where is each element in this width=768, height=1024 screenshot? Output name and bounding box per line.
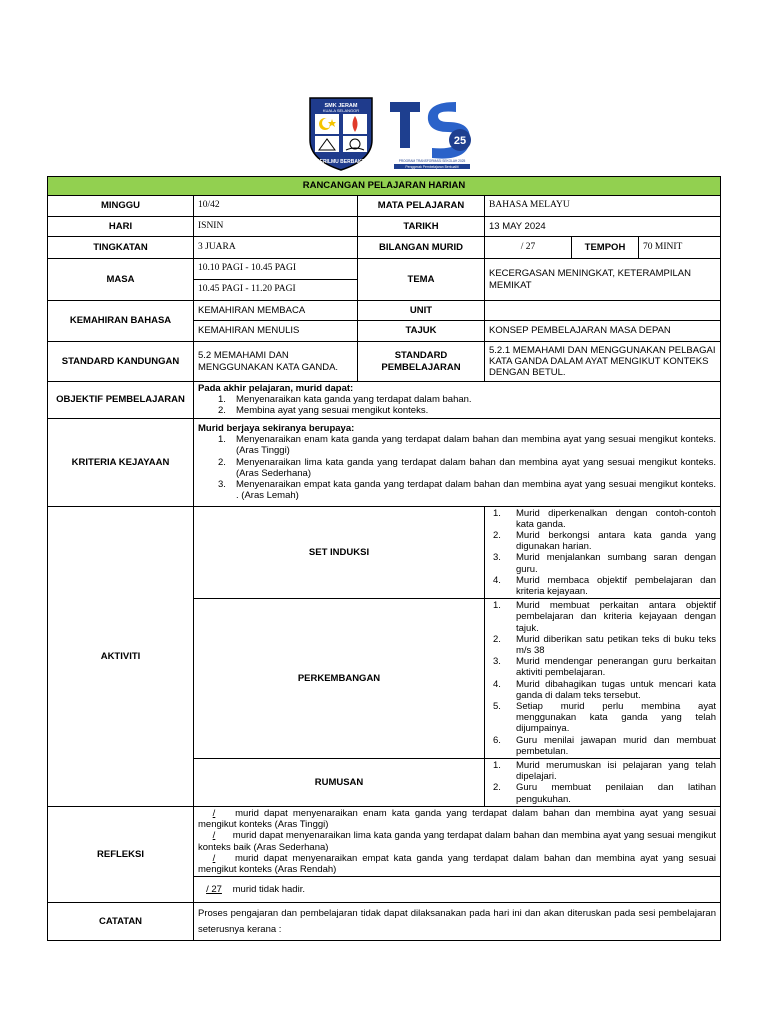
objektif-item <box>218 394 716 406</box>
unit-value <box>485 301 721 321</box>
kemahiran-value-2: KEMAHIRAN MENULIS <box>194 321 358 342</box>
perkembangan-item-number: 5. <box>493 701 501 713</box>
kriteria-intro: Murid berjaya sekiranya berupaya: <box>198 422 355 434</box>
perkembangan-item-text: Murid diberikan satu petikan teks di buku teks m/s 38 <box>516 633 716 657</box>
kriteria-label: KRITERIA KEJAYAAN <box>48 418 194 506</box>
set-induksi-content <box>485 506 721 599</box>
perkembangan-item <box>493 734 716 757</box>
mata-pelajaran-label: MATA PELAJARAN <box>358 196 485 217</box>
logo-bar <box>0 94 768 172</box>
refleksi-line <box>198 853 716 875</box>
tarikh-label: TARIKH <box>358 217 485 237</box>
rumusan-item <box>493 782 716 805</box>
objektif-list <box>198 394 716 416</box>
kriteria-list <box>198 434 716 501</box>
perkembangan-item-text: Setiap murid perlu membina ayat menggunakan kata ganda yang telah dijumpainya. <box>516 701 716 735</box>
objektif-item-number: 2. <box>218 405 226 417</box>
hari-value: ISNIN <box>194 217 358 237</box>
kriteria-item <box>218 478 716 502</box>
objektif-label: OBJEKTIF PEMBELAJARAN <box>48 382 194 419</box>
set-induksi-item-text: Murid membaca objektif pembelajaran dan kriteria kejayaan. <box>516 574 716 598</box>
objektif-intro: Pada akhir pelajaran, murid dapat: <box>198 383 354 394</box>
rumusan-item-number: 2. <box>493 782 501 794</box>
perkembangan-item <box>493 656 716 679</box>
perkembangan-item <box>493 678 716 701</box>
tema-label: TEMA <box>358 259 485 301</box>
kriteria-item-number: 1. <box>218 434 226 446</box>
perkembangan-item-number: 6. <box>493 734 501 746</box>
refleksi-count-blank[interactable]: / <box>212 830 216 842</box>
lesson-plan-table <box>47 176 721 941</box>
set-induksi-item-number: 1. <box>493 507 501 519</box>
kemahiran-value-1: KEMAHIRAN MEMBACA <box>194 301 358 321</box>
tingkatan-label: TINGKATAN <box>48 237 194 259</box>
perkembangan-item <box>493 600 716 634</box>
kriteria-item-text: Menyenaraikan lima kata ganda yang terdapat dalam bahan dan membina ayat yang sesuai mengikut konteks. (Aras Sederhana) <box>236 456 716 479</box>
perkembangan-item-number: 1. <box>493 600 501 612</box>
masa-value-2: 10.45 PAGI - 11.20 PAGI <box>194 280 358 301</box>
kriteria-item-text: Menyenaraikan empat kata ganda yang terdapat dalam bahan dan membina ayat yang sesuai mengikut konteks. . (Aras Lemah) <box>236 478 716 502</box>
refleksi-absent-row <box>194 877 721 903</box>
standard-pembelajaran-value: 5.2.1 MEMAHAMI DAN MENGGUNAKAN PELBAGAI KATA GANDA DALAM AYAT MENGIKUT KONTEKS DENGAN BETUL. <box>485 342 721 382</box>
refleksi-line-text: murid dapat menyenaraikan lima kata ganda yang terdapat dalam bahan dan membina ayat yang sesuai mengikut konteks baik (Aras Sederhana) <box>198 830 716 853</box>
minggu-value: 10/42 <box>194 196 358 217</box>
rumusan-content <box>485 759 721 807</box>
perkembangan-label: PERKEMBANGAN <box>194 599 485 759</box>
rumusan-label: RUMUSAN <box>194 759 485 807</box>
set-induksi-item <box>493 574 716 598</box>
refleksi-line <box>198 808 716 830</box>
ts25-number-text: 25 <box>453 135 467 147</box>
mata-pelajaran-value: BAHASA MELAYU <box>485 196 721 217</box>
refleksi-line-text: murid dapat menyenaraikan enam kata ganda yang terdapat dalam bahan dan membina ayat yang sesuai mengikut konteks (Aras Tinggi) <box>198 807 717 831</box>
rumusan-item <box>493 760 716 783</box>
refleksi-label: REFLEKSI <box>48 806 194 902</box>
page-title: RANCANGAN PELAJARAN HARIAN <box>48 177 721 196</box>
school-name-text: SMK JERAM <box>324 103 358 109</box>
set-induksi-item <box>493 552 716 575</box>
objektif-item-number: 1. <box>218 394 226 406</box>
set-induksi-item-number: 4. <box>493 574 501 586</box>
rumusan-list <box>489 760 716 805</box>
perkembangan-item <box>493 701 716 735</box>
bilangan-murid-value: / 27 <box>485 237 572 259</box>
rumusan-item-text: Guru membuat penilaian dan latihan pengukuhan. <box>516 782 716 805</box>
ts25-logo <box>386 96 478 170</box>
rumusan-item-number: 1. <box>493 760 501 772</box>
set-induksi-item <box>493 530 716 553</box>
refleksi-line <box>198 830 716 852</box>
absent-text: murid tidak hadir. <box>232 884 305 895</box>
kriteria-item-number: 3. <box>218 478 226 490</box>
perkembangan-item-text: Murid dibahagikan tugas untuk mencari kata ganda di dalam teks tersebut. <box>516 678 716 701</box>
perkembangan-list <box>489 600 716 757</box>
tempoh-label: TEMPOH <box>572 237 639 259</box>
refleksi-count-blank[interactable]: / <box>212 807 216 819</box>
standard-kandungan-value: 5.2 MEMAHAMI DAN MENGGUNAKAN KATA GANDA. <box>194 342 358 382</box>
kriteria-item-number: 2. <box>218 456 226 468</box>
school-motto-text: BERILMU BERBAKTI <box>316 159 366 165</box>
refleksi-line-text: murid dapat menyenaraikan empat kata ganda yang terdapat dalam bahan dan membina ayat yang sesuai mengikut konteks (Aras Rendah) <box>198 852 716 875</box>
perkembangan-item <box>493 633 716 657</box>
tema-value: KECERGASAN MENINGKAT, KETERAMPILAN MEMIKAT <box>485 259 721 301</box>
set-induksi-list <box>489 508 716 598</box>
set-induksi-item <box>493 507 716 530</box>
set-induksi-item-number: 2. <box>493 530 501 542</box>
minggu-label: MINGGU <box>48 196 194 217</box>
kriteria-item-text: Menyenaraikan enam kata ganda yang terdapat dalam bahan dan membina ayat yang sesuai mengikut konteks. (Aras Tinggi) <box>236 434 716 457</box>
set-induksi-item-text: Murid diperkenalkan dengan contoh-contoh kata ganda. <box>516 507 716 530</box>
ts25-program-text: PROGRAM TRANSFORMASI SEKOLAH 2025 <box>398 159 466 163</box>
tingkatan-value: 3 JUARA <box>194 237 358 259</box>
perkembangan-item-number: 2. <box>493 633 501 645</box>
set-induksi-label: SET INDUKSI <box>194 506 485 599</box>
objektif-content <box>194 382 721 419</box>
ts25-tagline-text: Penggerak Pembelajaran Berkualiti <box>405 165 459 169</box>
masa-value-1: 10.10 PAGI - 10.45 PAGI <box>194 259 358 280</box>
perkembangan-content <box>485 599 721 759</box>
objektif-item <box>218 405 716 417</box>
objektif-item-text: Membina ayat yang sesuai mengikut konteks. <box>236 405 429 417</box>
catatan-content: Proses pengajaran dan pembelajaran tidak dapat dilaksanakan pada hari ini dan akan diteruskan pada sesi pembelajaran seterusnya kerana : <box>194 903 721 941</box>
perkembangan-item-text: Guru menilai jawapan murid dan membuat pembetulan. <box>516 734 716 757</box>
bilangan-murid-label: BILANGAN MURID <box>358 237 485 259</box>
set-induksi-item-text: Murid menjalankan sumbang saran dengan guru. <box>516 552 716 575</box>
kriteria-item <box>218 434 716 457</box>
set-induksi-item-text: Murid berkongsi antara kata ganda yang digunakan harian. <box>516 530 716 553</box>
perkembangan-item-text: Murid mendengar penerangan guru berkaitan aktiviti pembelajaran. <box>516 656 716 679</box>
standard-pembelajaran-label: STANDARD PEMBELAJARAN <box>358 342 485 382</box>
unit-label: UNIT <box>358 301 485 321</box>
perkembangan-item-number: 4. <box>493 678 501 690</box>
tempoh-value: 70 MINIT <box>639 237 721 259</box>
kriteria-item <box>218 456 716 479</box>
perkembangan-item-text: Murid membuat perkaitan antara objektif pembelajaran dan kriteria kejayaan dengan tajuk. <box>516 600 716 634</box>
tajuk-label: TAJUK <box>358 321 485 342</box>
hari-label: HARI <box>48 217 194 237</box>
school-location-text: KUALA SELANGOR <box>322 108 360 113</box>
tarikh-value: 13 MAY 2024 <box>485 217 721 237</box>
kemahiran-bahasa-label: KEMAHIRAN BAHASA <box>48 301 194 342</box>
catatan-label: CATATAN <box>48 903 194 941</box>
rumusan-item-text: Murid merumuskan isi pelajaran yang telah dipelajari. <box>516 760 716 783</box>
refleksi-count-blank[interactable]: / <box>212 852 216 864</box>
tajuk-value: KONSEP PEMBELAJARAN MASA DEPAN <box>485 321 721 342</box>
kriteria-content <box>194 418 721 506</box>
set-induksi-item-number: 3. <box>493 552 501 564</box>
school-crest-logo <box>306 94 376 172</box>
aktiviti-label: AKTIVITI <box>48 506 194 806</box>
masa-label: MASA <box>48 259 194 301</box>
standard-kandungan-label: STANDARD KANDUNGAN <box>48 342 194 382</box>
refleksi-content <box>194 806 721 876</box>
absent-count-blank[interactable]: / 27 <box>206 884 222 895</box>
perkembangan-item-number: 3. <box>493 656 501 668</box>
objektif-item-text: Menyenaraikan kata ganda yang terdapat dalam bahan. <box>236 394 472 406</box>
